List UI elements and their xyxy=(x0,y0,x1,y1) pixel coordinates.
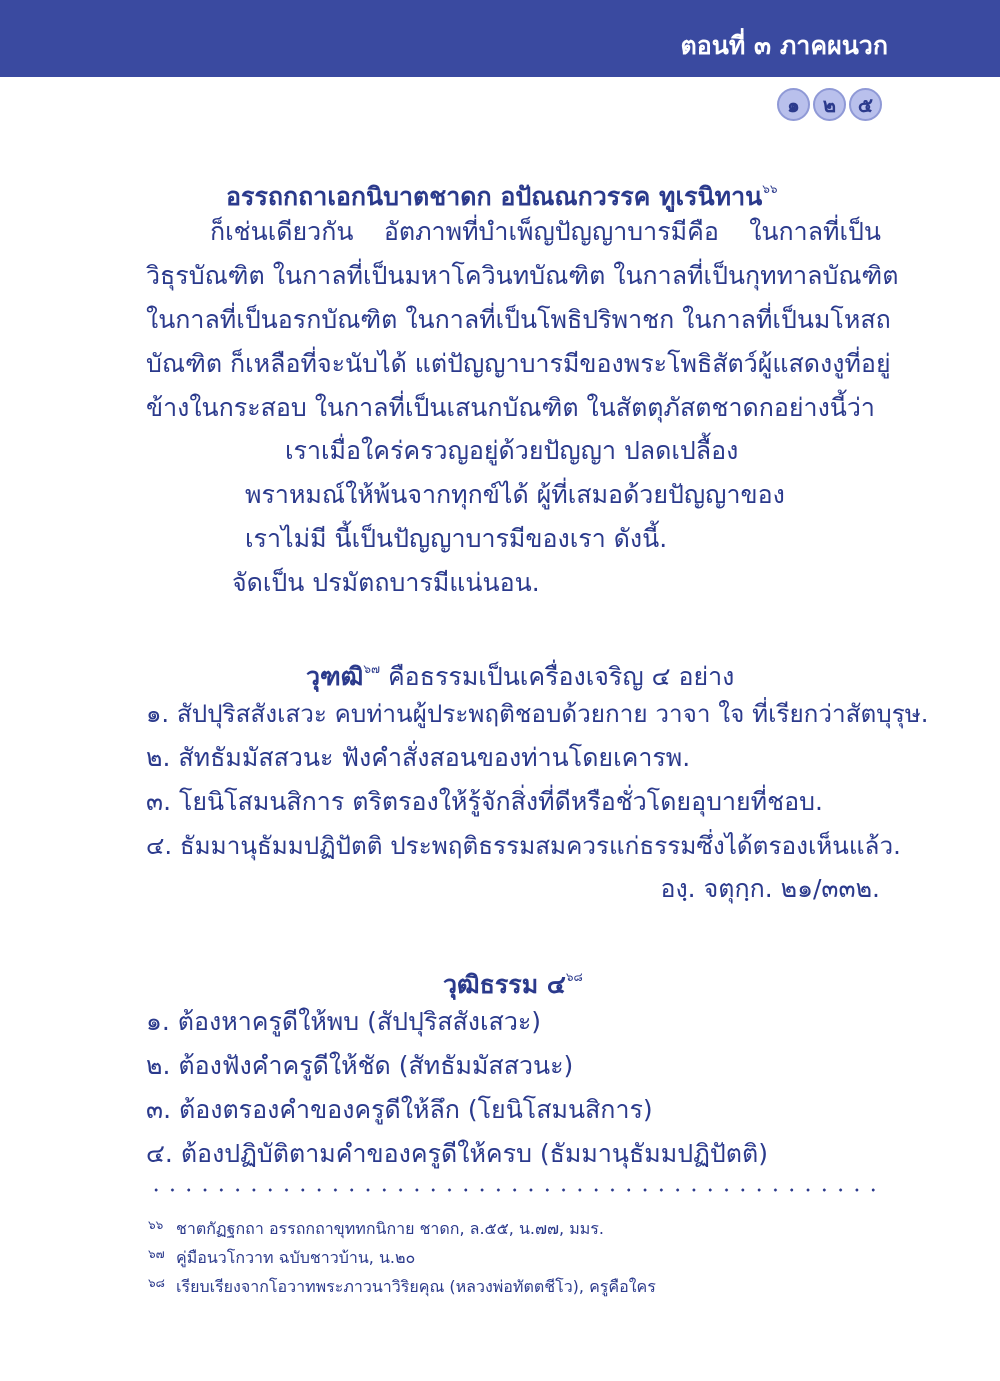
paragraph-line: ในกาลที่เป็นอรกบัณฑิต ในกาลที่เป็นโพธิปริพาชก ในกาลที่เป็นมโหสถ xyxy=(146,305,891,334)
paragraph-line: บัณฑิต ก็เหลือที่จะนับได้ แต่ปัญญาบารมีของพระโพธิสัตว์ผู้แสดงงูที่อยู่ xyxy=(146,349,891,378)
paragraph-line: วิธุรบัณฑิต ในกาลที่เป็นมหาโควินทบัณฑิต ในกาลที่เป็นกุททาลบัณฑิต xyxy=(146,261,899,290)
footnote-text: คู่มือนวโกวาท ฉบับชาวบ้าน, น.๒๐ xyxy=(176,1248,416,1267)
verse-line: เราเมื่อใคร่ครวญอยู่ด้วยปัญญา ปลดเปลื้อง xyxy=(285,436,739,465)
list-item: ๑. ต้องหาครูดีให้พบ (สัปปุริสสังเสวะ) xyxy=(146,1007,542,1036)
paragraph-line: จัดเป็น ปรมัตถบารมีแน่นอน. xyxy=(232,568,540,597)
page-digit: ๕ xyxy=(849,88,882,121)
section-title: ตอนที่ ๓ ภาคผนวก xyxy=(680,31,888,60)
section1-heading-text: อรรถกถาเอกนิบาตชาดก อปัณณกวรรค ทูเรนิทาน xyxy=(226,182,763,211)
list-item: ๔. ธัมมานุธัมมปฏิปัตติ ประพฤติธรรมสมควรแก่ธรรมซึ่งได้ตรองเห็นแล้ว. xyxy=(146,831,901,860)
paragraph-line: ข้างในกระสอบ ในกาลที่เป็นเสนกบัณฑิต ในสัตตุภัสตชาดกอย่างนี้ว่า xyxy=(146,393,875,422)
section1-heading xyxy=(226,172,777,214)
section2-heading-bold: วุฑฒิ xyxy=(306,662,364,691)
page-digit: ๑ xyxy=(777,88,810,121)
footnote-text: ชาตกัฏฐกถา อรรถกถาขุททกนิกาย ชาดก, ล.๕๕, น.๗๗, มมร. xyxy=(176,1219,604,1238)
page-digit: ๒ xyxy=(813,88,846,121)
verse-line: เราไม่มี นี้เป็นปัญญาบารมีของเรา ดังนี้. xyxy=(245,524,668,553)
footnote-ref: ๖๗ xyxy=(363,662,381,676)
footnote-mark: ๖๖ xyxy=(148,1218,164,1232)
reference: องฺ. จตุกฺก. ๒๑/๓๓๒. xyxy=(660,874,880,903)
footnote-text: เรียบเรียงจากโอวาทพระภาวนาวิริยคุณ (หลวงพ่อทัตตชีโว), ครูคือใคร xyxy=(176,1277,656,1296)
footnote-ref: ๖๘ xyxy=(565,970,583,984)
list-item: ๑. สัปปุริสสังเสวะ คบท่านผู้ประพฤติชอบด้วยกาย วาจา ใจ ที่เรียกว่าสัตบุรุษ. xyxy=(146,699,929,728)
paragraph-line: ก็เช่นเดียวกัน อัตภาพที่บำเพ็ญปัญญาบารมีคือ ในกาลที่เป็น xyxy=(210,217,881,246)
section3-heading-text: วุฒิธรรม ๔ xyxy=(443,970,566,999)
list-item: ๓. ต้องตรองคำของครูดีให้ลึก (โยนิโสมนสิการ) xyxy=(146,1095,653,1124)
footnote-mark: ๖๘ xyxy=(148,1276,165,1290)
page-number xyxy=(777,88,882,121)
footnote-divider xyxy=(148,1188,880,1192)
footnote xyxy=(148,1243,415,1269)
header-bar xyxy=(0,0,1000,77)
list-item: ๒. สัทธัมมัสสวนะ ฟังคำสั่งสอนของท่านโดยเคารพ. xyxy=(146,743,691,772)
footnote xyxy=(148,1272,656,1298)
footnote xyxy=(148,1214,604,1240)
verse-line: พราหมณ์ให้พ้นจากทุกข์ได้ ผู้ที่เสมอด้วยปัญญาของ xyxy=(245,480,785,509)
footnote-ref: ๖๖ xyxy=(762,182,778,196)
section2-heading xyxy=(306,652,734,694)
section2-heading-rest: คือธรรมเป็นเครื่องเจริญ ๔ อย่าง xyxy=(380,662,735,691)
list-item: ๔. ต้องปฏิบัติตามคำของครูดีให้ครบ (ธัมมานุธัมมปฏิปัตติ) xyxy=(146,1139,768,1168)
section3-heading xyxy=(443,960,583,1002)
list-item: ๓. โยนิโสมนสิการ ตริตรองให้รู้จักสิ่งที่ดีหรือชั่วโดยอุบายที่ชอบ. xyxy=(146,787,823,816)
footnote-mark: ๖๗ xyxy=(148,1247,165,1261)
list-item: ๒. ต้องฟังคำครูดีให้ชัด (สัทธัมมัสสวนะ) xyxy=(146,1051,574,1080)
